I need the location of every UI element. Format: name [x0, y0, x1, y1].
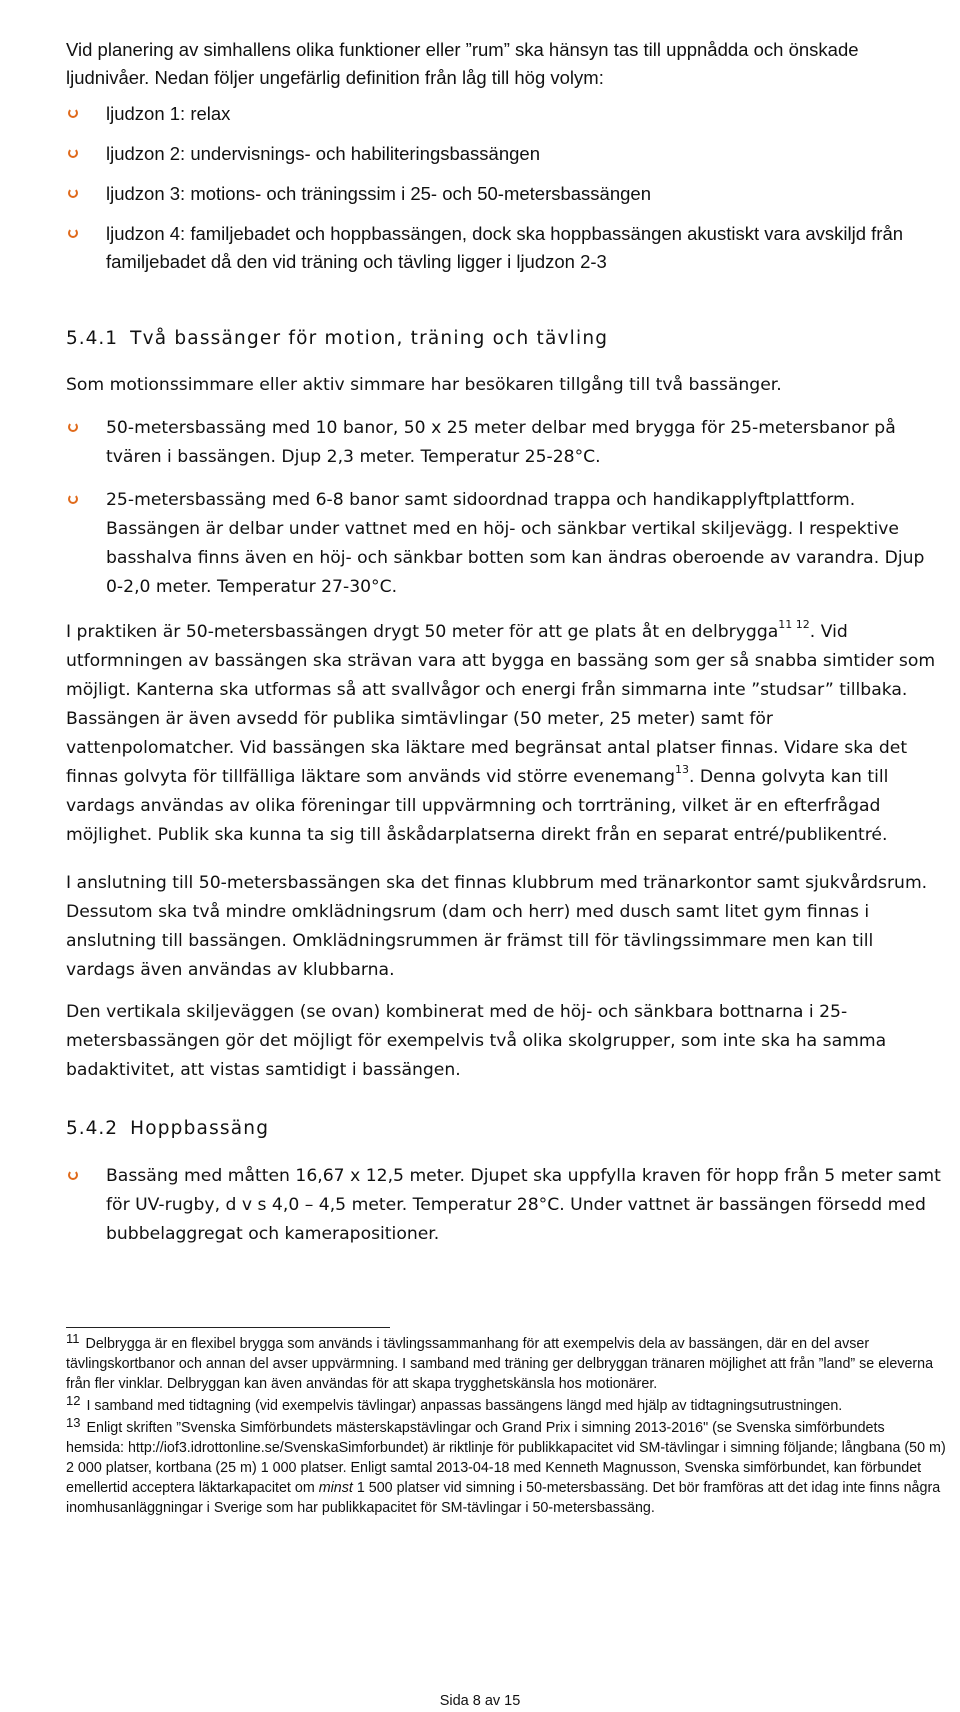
footnote-12: $^{12}$ I samband med tidtagning (vid exempelvis tävlingar) anpassas bassängens längd med hjälp av tidtagningsutrustningen.: [66, 1393, 843, 1414]
bullet-icon: [66, 188, 80, 197]
footnote-divider: [66, 1327, 390, 1328]
list-item: Bassäng med måtten 16,67 x 12,5 meter. Djupet ska uppfylla kraven för hopp från 5 meter samt för UV-rugby, d v s 4,0 – 4,5 meter. Temperatur 28°C. Under vattnet är bassängen försedd med bubbelaggregat och kamerapositioner.: [66, 1162, 946, 1249]
vertikala-paragraph: Den vertikala skiljeväggen (se ovan) kombinerat med de höj- och sänkbara bottnarna i 25-metersbassängen gör det möjligt för exempelvis två olika skolgrupper, som inte ska ha samma badaktivitet, att vistas samtidigt i bassängen.: [66, 1002, 887, 1080]
section-heading-542: 5.4.2 Hoppbassäng: [66, 1118, 270, 1139]
ljudzon-list: [66, 100, 946, 276]
section-heading-541: 5.4.1 Två bassänger för motion, träning och tävling: [66, 328, 609, 349]
bassang-list: [66, 414, 946, 602]
footnotes: [66, 1331, 946, 1520]
bullet-icon: [66, 108, 80, 117]
hopp-list: [66, 1162, 946, 1249]
bullet-icon: [66, 422, 80, 431]
intro-paragraph: Vid planering av simhallens olika funktioner eller ”rum” ska hänsyn tas till uppnådda och önskade ljudnivåer. Nedan följer ungefärlig definition från låg till hög volym:: [66, 39, 859, 88]
praktiken-paragraph: I praktiken är 50-metersbassängen drygt 50 meter för att ge plats åt en delbrygga$^{11 12}$. Vid utformningen av bassängen ska strävan vara att bygga en bassäng som ger så snabba simtider som möjligt. Kanterna ska utformas så att svallvågor och energi från simmarna inte ”studsar” tillbaka. Bassängen är även avsedd för publika simtävlingar (50 meter, 25 meter) samt för vattenpolomatcher. Vid bassängen ska läktare med begränsat antal platser finnas. Vidare ska det finnas golvyta för tillfälliga läktare som används vid större evenemang$^{13}$. Denna golvyta kan till vardags användas av olika föreningar till uppvärmning och torrträning, vilket är en efterfrågad möjlighet. Publik ska kunna ta sig till åskådarplatserna direkt från en separat entré/publikentré.: [66, 618, 936, 845]
list-item: ljudzon 1: relax: [66, 100, 946, 128]
footnote-13: $^{13}$ Enligt skriften ”Svenska Simförbundets mästerskapstävlingar och Grand Prix i simning 2013-2016" (se Svenska simförbundets hemsida: http://iof3.idrottonline.se/SvenskaSimforbundet) är riktlinje för publikkapacitet vid SM-tävlingar i simning följande; långbana (50 m) 2 000 platser, kortbana (25 m) 1 000 platser. Enligt samtal 2013-04-18 med Kenneth Magnusson, Svenska simförbundet, kan förbundet emellertid acceptera läktarkapacitet om minst 1 500 platser vid simning i 50-metersbassäng. Det bör framföras att det idag inte finns några inomhusanläggningar i Sverige som har publikkapacitet för SM-tävlingar i 50-metersbassäng.: [66, 1415, 946, 1516]
list-item: ljudzon 3: motions- och träningssim i 25- och 50-metersbassängen: [66, 180, 946, 208]
footnote-ref[interactable]: 11 12: [778, 618, 810, 631]
bullet-icon: [66, 148, 80, 157]
page-number: Sida 8 av 15: [439, 1693, 521, 1709]
footnote-ref[interactable]: 13: [675, 763, 689, 776]
list-item: ljudzon 2: undervisnings- och habiliteringsbassängen: [66, 140, 946, 168]
bullet-icon: [66, 1170, 80, 1179]
list-item: ljudzon 4: familjebadet och hoppbassängen, dock ska hoppbassängen akustiskt vara avskiljd från familjebadet då den vid träning och tävling ligger i ljudzon 2-3: [66, 220, 946, 276]
klubbrum-paragraph: I anslutning till 50-metersbassängen ska det finnas klubbrum med tränarkontor samt sjukvårdsrum. Dessutom ska två mindre omklädningsrum (dam och herr) med dusch samt litet gym finnas i anslutning till bassängen. Omklädningsrummen är främst till för tävlingssimmare men kan till vardags även användas av klubbarna.: [66, 873, 928, 980]
bullet-icon: [66, 228, 80, 237]
list-item: 25-metersbassäng med 6-8 banor samt sidoordnad trappa och handikapplyftplattform. Bassängen är delbar under vattnet med en höj- och sänkbar vertikal skiljevägg. I respektive basshalva finns även en höj- och sänkbar botten som kan ändras oberoende av varandra. Djup 0-2,0 meter. Temperatur 27-30°C.: [66, 486, 946, 602]
list-item: 50-metersbassäng med 10 banor, 50 x 25 meter delbar med brygga för 25-metersbanor på tvären i bassängen. Djup 2,3 meter. Temperatur 25-28°C.: [66, 414, 946, 472]
section-541-lead: Som motionssimmare eller aktiv simmare har besökaren tillgång till två bassänger.: [66, 375, 782, 395]
footnote-11: $^{11}$ Delbrygga är en flexibel brygga som används i tävlingssammanhang för att exempelvis dela av bassängen, där en del avser tävlingskortbanor och annan del avser uppvärmning. I samband med träning ger delbryggan tränaren möjlighet att från ”land” se eleverna från fler vinklar. Delbryggan kan även användas för att skapa trygghetskänsla hos motionärer.: [66, 1331, 934, 1392]
bullet-icon: [66, 494, 80, 503]
